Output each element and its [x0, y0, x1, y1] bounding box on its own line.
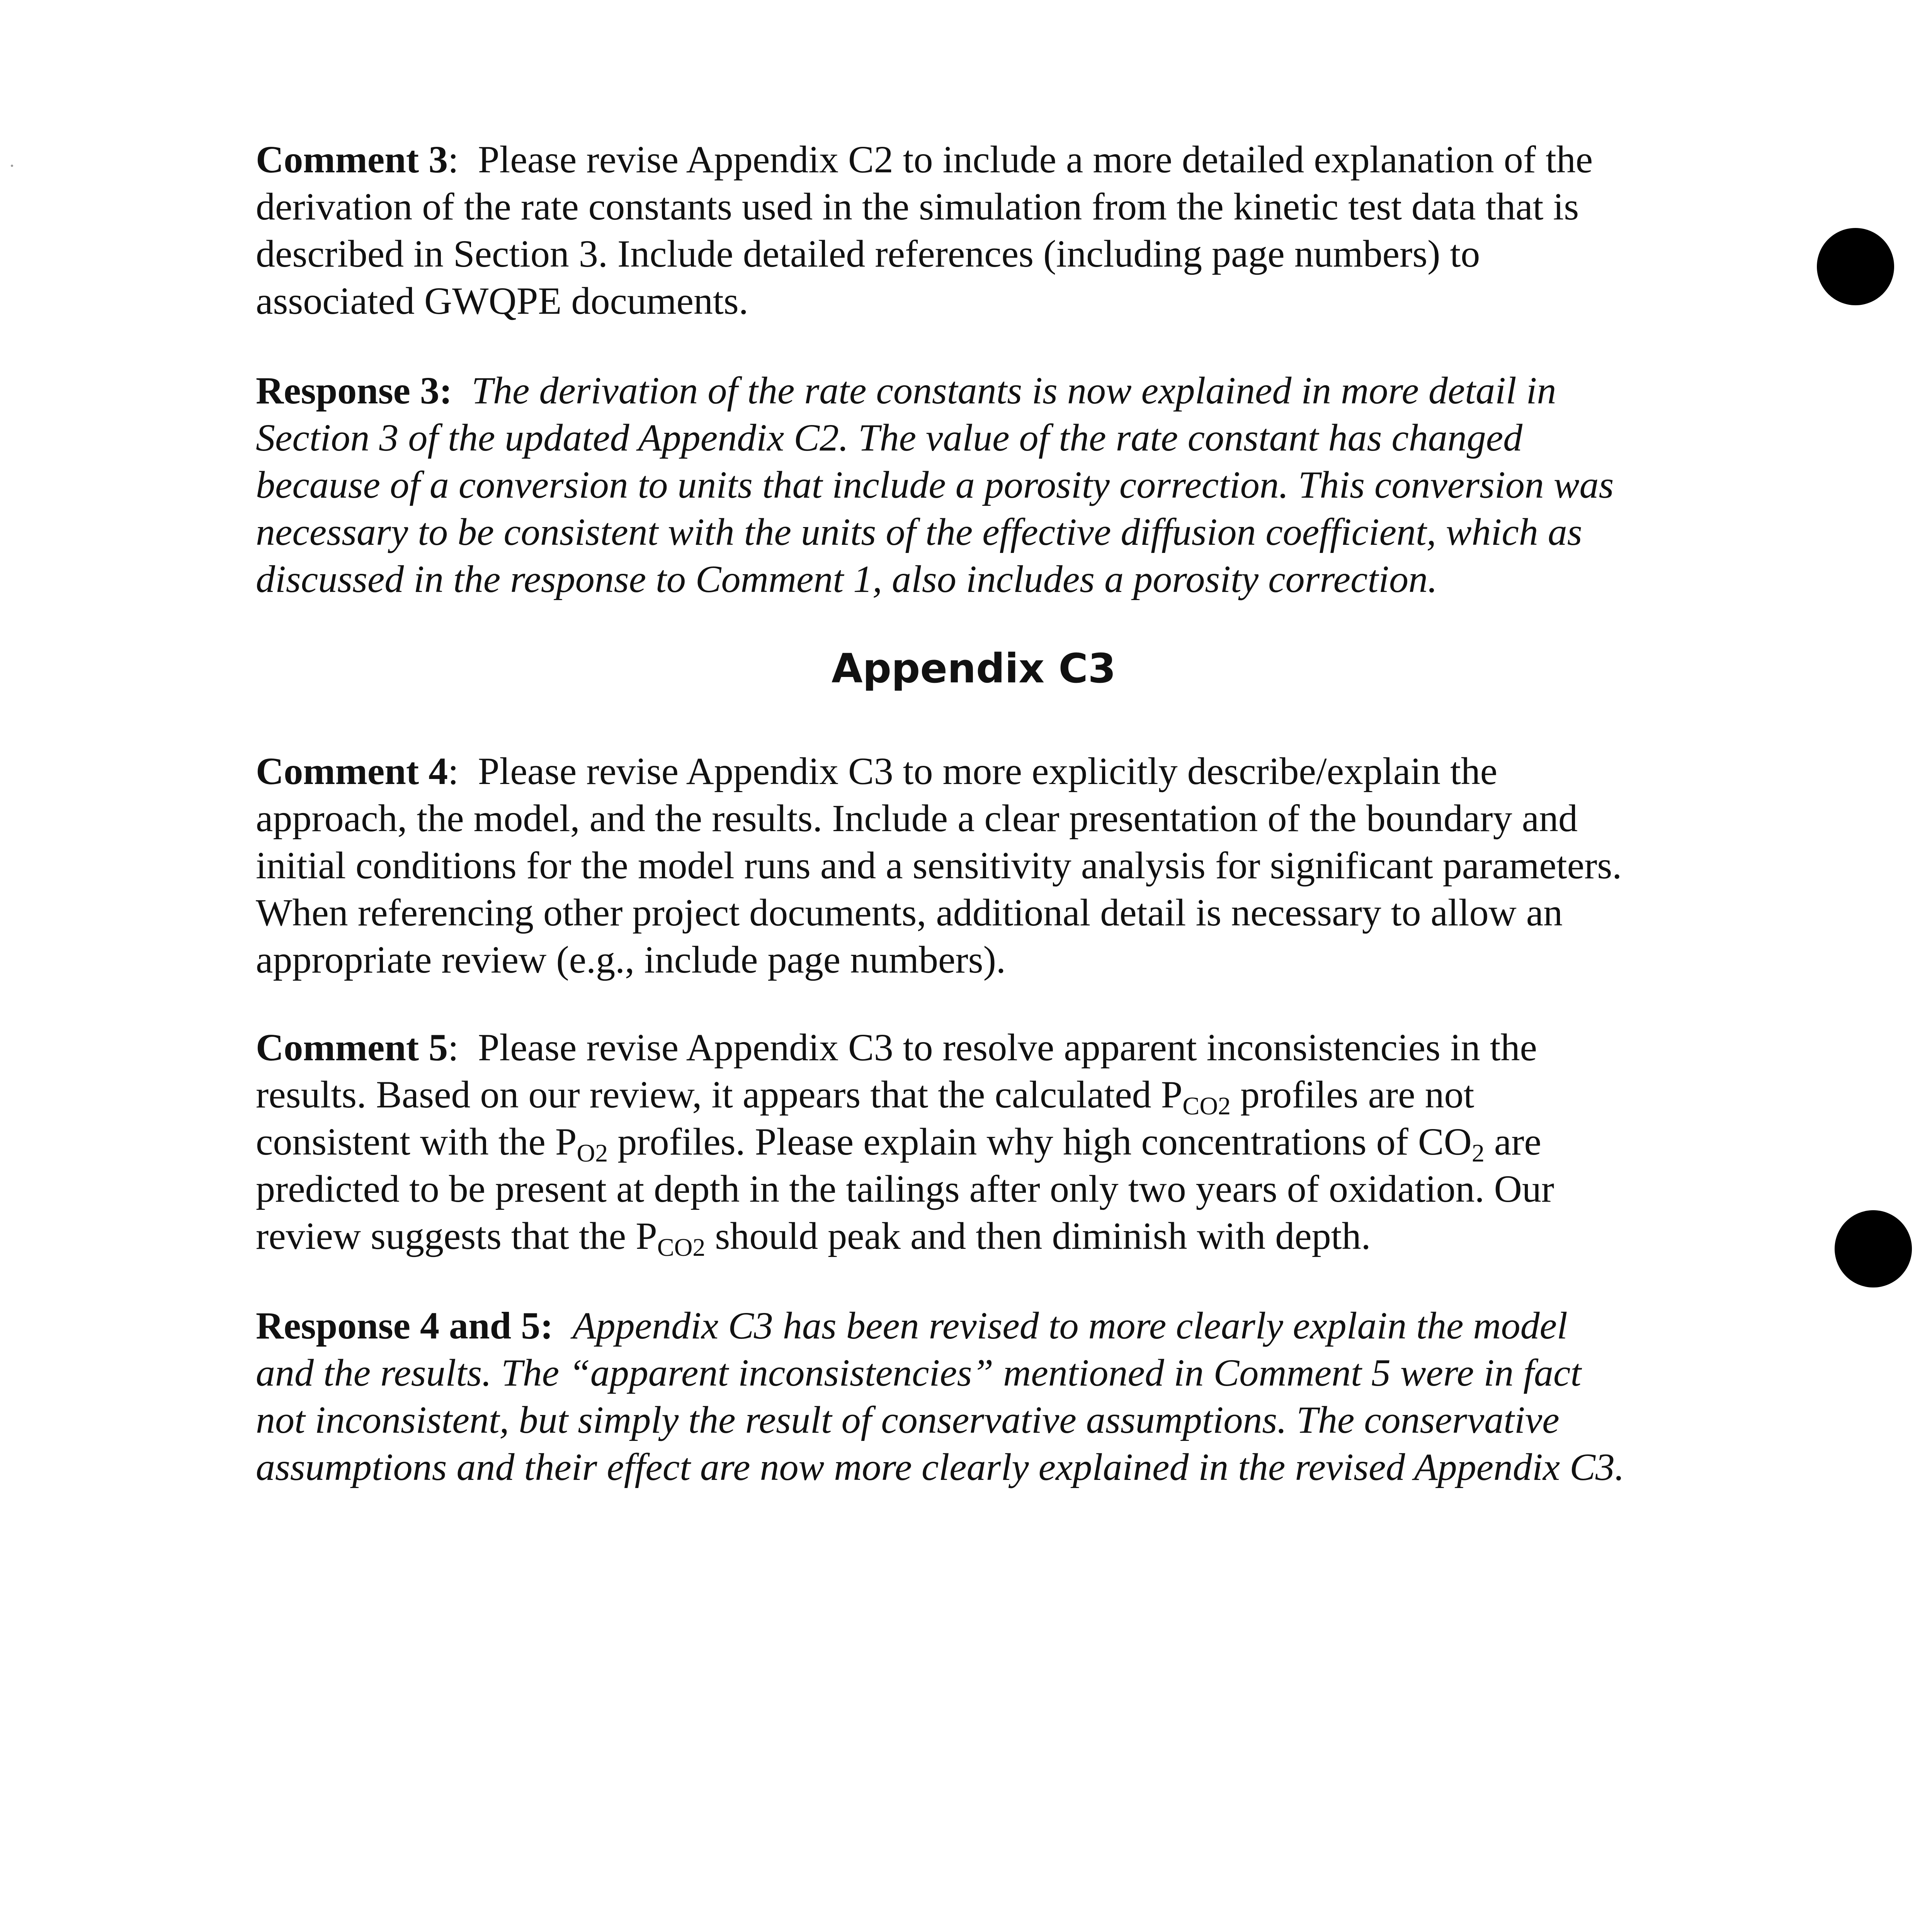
co2-subscript: 2 [1471, 1139, 1485, 1167]
comment-5-paragraph: Comment 5: Please revise Appendix C3 to resolve apparent inconsistencies in the results. Based on our review, it appears that the calculated $P_{CO2}$ profiles are not consistent with the $P_{O2}$ profiles. Please explain why high concentrations of $CO_2$ are predicted to be present at depth in the tailings after only two years of oxidation. Our review suggests that the $P_{CO2}$ should peak and then diminish with depth. [256, 1026, 1554, 1262]
pco2-subscript-2: CO2 [657, 1233, 706, 1262]
response-3-paragraph [256, 367, 1631, 603]
comment-5-label: Comment 5 [256, 1026, 448, 1069]
pco2-subscript: CO2 [1182, 1092, 1231, 1120]
section-heading: Appendix C3 [831, 645, 1116, 692]
response-4-5-text: Appendix C3 has been revised to more clearly explain the model and the results. The “apparent inconsistencies” mentioned in Comment 5 were in fact not inconsistent, but simply the result of conservative assumptions. The conservative assumptions and their effect are now more clearly explained in the revised Appendix C3. [256, 1304, 1624, 1488]
comment-5-text-2: profiles are not consistent with the P [256, 1073, 1475, 1163]
comment-4-text: Please revise Appendix C3 to more explicitly describe/explain the approach, the model, and the results. Include a clear presentation of the boundary and initial conditions for the model runs and a sensitivity analysis for significant parameters. When referencing other project documents, additional detail is necessary to allow an appropriate review (e.g., include page numbers). [256, 750, 1622, 981]
comment-3-text: Please revise Appendix C2 to include a more detailed explanation of the derivation of the rate constants used in the simulation from the kinetic test data that is described in Section 3. Include detailed references (including page numbers) to associated GWQPE documents. [256, 138, 1593, 322]
comment-5-text-1: Please revise Appendix C3 to resolve apparent inconsistencies in the results. Based on our review, it appears that the calculated P [256, 1026, 1537, 1116]
comment-3-paragraph: Comment 3: Please revise Appendix C2 to include a more detailed explanation of the derivation of the rate constants used in the simulation from the kinetic test data that is described in Section 3. Include detailed references (including page numbers) to associated GWQPE documents. [256, 138, 1593, 322]
punch-hole-middle [1835, 1210, 1912, 1287]
comment-3-label: Comment 3 [256, 138, 448, 181]
comment-5-text-5: should peak and then diminish with depth. [705, 1214, 1371, 1257]
response-4-5-label: Response 4 and 5: [256, 1304, 553, 1347]
punch-hole-top [1817, 228, 1894, 305]
scan-speck [11, 165, 13, 167]
comment-4-paragraph: Comment 4: Please revise Appendix C3 to more explicitly describe/explain the approach, the model, and the results. Include a clear presentation of the boundary and initial conditions for the model runs and a sensitivity analysis for significant parameters. When referencing other project documents, additional detail is necessary to allow an appropriate review (e.g., include page numbers). [256, 750, 1622, 981]
comment-5-text-3: profiles. Please explain why high concentrations of CO [608, 1120, 1472, 1163]
comment-4-label: Comment 4 [256, 750, 448, 793]
response-3-label: Response 3: [256, 369, 452, 412]
response-3-text: The derivation of the rate constants is now explained in more detail in Section 3 of the updated Appendix C2. The value of the rate constant has changed because of a conversion to units that include a porosity correction. This conversion was necessary to be consistent with the units of the effective diffusion coefficient, which as discussed in the response to Comment 1, also includes a porosity correction. [256, 369, 1614, 600]
response-4-5-paragraph [256, 1302, 1631, 1491]
po2-subscript: O2 [577, 1139, 608, 1167]
comment-5-text-4: are predicted to be present at depth in the tailings after only two years of oxidation. Our review suggests that the P [256, 1120, 1554, 1257]
